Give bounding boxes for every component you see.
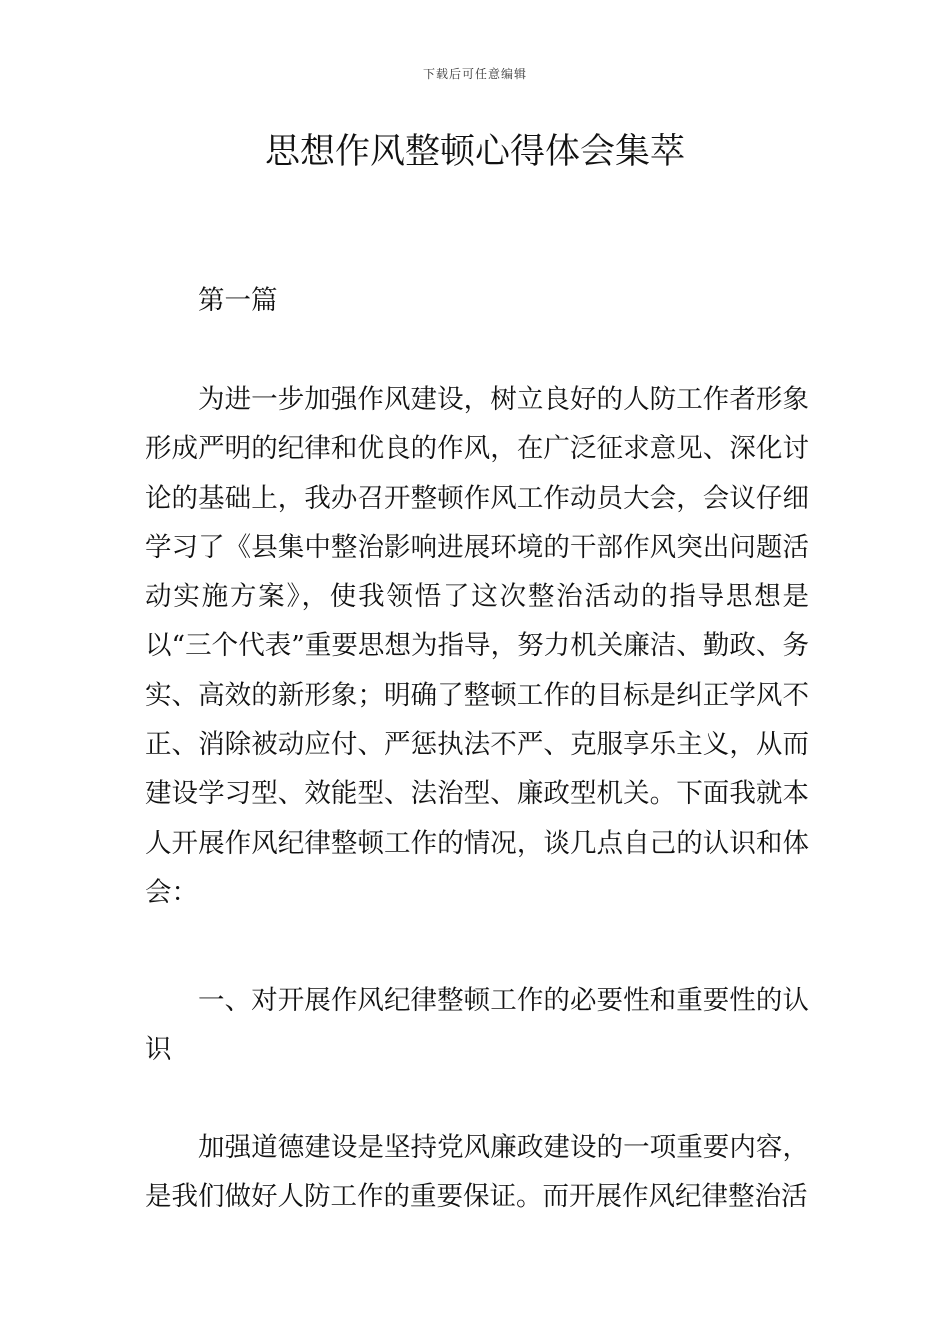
document-title: 思想作风整顿心得体会集萃 (264, 132, 685, 172)
subsection-heading: 一、对开展作风纪律整顿工作的必要性和重要性的认识 (145, 985, 809, 1066)
header-note: 下载后可任意编辑 (422, 67, 527, 81)
section-label: 第一篇 (198, 285, 278, 316)
paragraph-body: 加强道德建设是坚持党风廉政建设的一项重要内容，是我们做好人防工作的重要保证。而开展作风纪律整治活 (145, 1132, 809, 1213)
paragraph-intro: 为进一步加强作风建设，树立良好的人防工作者形象形成严明的纪律和优良的作风，在广泛征求意见、深化讨论的基础上，我办召开整顿作风工作动员大会，会议仔细学习了《县集中整治影响进展环境的干部作风突出问题活动实施方案》，使我领悟了这次整治活动的指导思想是以“三个代表”重要思想为指导，努力机关廉洁、勤政、务实、高效的新形象；明确了整顿工作的目标是纠正学风不正、消除被动应付、严惩执法不严、克服享乐主义，从而建设学习型、效能型、法治型、廉政型机关。下面我就本人开展作风纪律整顿工作的情况，谈几点自己的认识和体会： (145, 384, 809, 908)
